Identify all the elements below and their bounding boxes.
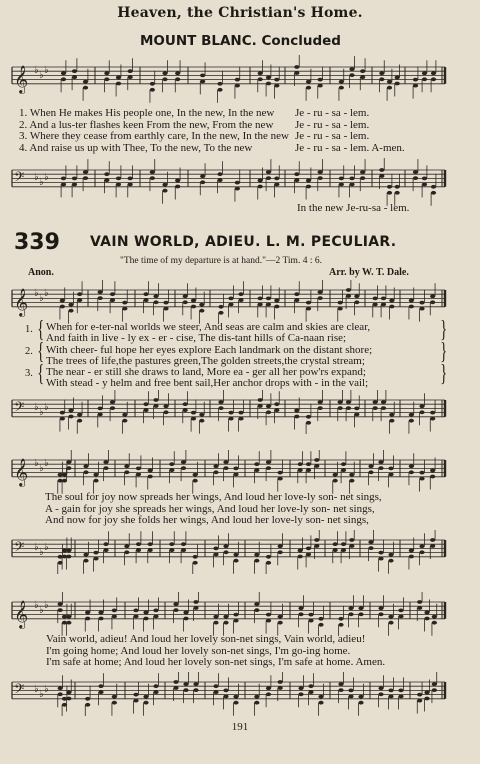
svg-text:♭: ♭ <box>44 600 49 611</box>
svg-text:♭: ♭ <box>34 600 39 611</box>
hymn-number: 339 <box>14 230 60 255</box>
system2-bass-staff <box>0 530 480 574</box>
verse-line: The trees of life,the pastures green,The golden streets,the crystal stream; <box>46 355 365 367</box>
system3-treble-staff <box>0 592 480 636</box>
mount-blanc-bass-staff <box>0 158 480 208</box>
verse-line: 3. Where they cease from earthly care, In the new, In the new Je - ru - sa - lem. <box>19 130 370 142</box>
system3-bass-staff <box>0 672 480 716</box>
svg-text:♭: ♭ <box>39 605 44 616</box>
svg-text:𝄞: 𝄞 <box>14 457 29 486</box>
refrain-line: I'm safe at home; And loud her lovely son-net sings, I'm safe at home. Amen. <box>46 656 386 668</box>
svg-text:♭: ♭ <box>34 65 39 76</box>
refrain-line: And now for joy she folds her wings, And loud her love-ly son- net sings, <box>45 514 369 526</box>
svg-text:♭: ♭ <box>34 288 39 299</box>
svg-text:♭: ♭ <box>34 172 39 183</box>
svg-text:𝄢: 𝄢 <box>14 398 25 418</box>
verse-line: 2. And a lus-ter flashes keen From the new, From the new Je - ru - sa - lem. <box>19 119 370 131</box>
verse-number: 2. <box>25 346 33 357</box>
svg-text:♭: ♭ <box>44 402 49 413</box>
svg-text:♭: ♭ <box>39 547 44 558</box>
verse-line: The near - er still she draws to land, More ea - ger all her pow'rs expand; <box>46 366 366 378</box>
scripture-epigraph: "The time of my departure is at hand."—2 Tim. 4 : 6. <box>120 256 322 266</box>
refrain-line: Vain world, adieu! And loud her lovely son-net sings, Vain world, adieu! <box>46 633 366 645</box>
system1-treble-staff <box>0 280 480 324</box>
verse-brace-right: } <box>440 317 448 343</box>
composer-credit: Anon. <box>28 267 54 278</box>
running-head: Heaven, the Christian's Home. <box>117 5 363 21</box>
svg-text:♭: ♭ <box>34 542 39 553</box>
refrain-line: I'm going home; And loud her lovely son-net sings, I'm go-ing home. <box>46 645 351 657</box>
svg-text:♭: ♭ <box>44 65 49 76</box>
svg-text:♭: ♭ <box>44 458 49 469</box>
svg-text:♭: ♭ <box>39 293 44 304</box>
svg-text:𝄢: 𝄢 <box>14 168 25 188</box>
svg-text:♭: ♭ <box>39 177 44 188</box>
svg-text:♭: ♭ <box>44 542 49 553</box>
svg-text:♭: ♭ <box>44 684 49 695</box>
svg-text:♭: ♭ <box>34 458 39 469</box>
verse-brace-right: } <box>440 339 448 365</box>
svg-text:♭: ♭ <box>44 288 49 299</box>
hymn-title: VAIN WORLD, ADIEU. L. M. PECULIAR. <box>90 234 397 250</box>
verse-line: When for e-ter-nal worlds we steer, And seas are calm and skies are clear, <box>46 321 371 333</box>
bass-echo-lyric: In the new Je-ru-sa - lem. <box>297 202 410 214</box>
verse-brace: { <box>37 339 45 365</box>
verse-brace-right: } <box>440 361 448 387</box>
svg-text:𝄞: 𝄞 <box>14 64 29 93</box>
tune-title: MOUNT BLANC. Concluded <box>140 33 341 49</box>
verse-brace: { <box>37 317 45 343</box>
svg-text:♭: ♭ <box>34 402 39 413</box>
arranger-credit: Arr. by W. T. Dale. <box>329 267 409 278</box>
verse-line: 4. And raise us up with Thee, To the new, To the new Je - ru - sa - lem. A-men. <box>19 142 405 154</box>
svg-text:♭: ♭ <box>39 689 44 700</box>
svg-text:𝄢: 𝄢 <box>14 538 25 558</box>
verse-line: 1. When He makes His people one, In the new, In the new Je - ru - sa - lem. <box>19 107 370 119</box>
svg-text:♭: ♭ <box>44 172 49 183</box>
refrain-line: The soul for joy now spreads her wings, And loud her love-ly son- net sings, <box>45 491 382 503</box>
verse-line: With stead - y helm and free bent sail,Her anchor drops with - in the vail; <box>46 377 369 389</box>
svg-text:♭: ♭ <box>34 684 39 695</box>
system2-treble-staff <box>0 450 480 494</box>
verse-brace: { <box>37 361 45 387</box>
verse-number: 3. <box>25 368 33 379</box>
svg-text:𝄢: 𝄢 <box>14 680 25 700</box>
svg-text:♭: ♭ <box>39 407 44 418</box>
system1-bass-staff <box>0 390 480 434</box>
svg-text:♭: ♭ <box>39 463 44 474</box>
verse-line: And faith in live - ly ex - er - cise, The dis-tant hills of Ca-naan rise; <box>46 332 347 344</box>
refrain-line: A - gain for joy she spreads her wings, And loud her love-ly son- net sings, <box>45 503 375 515</box>
svg-text:𝄞: 𝄞 <box>14 599 29 628</box>
svg-text:♭: ♭ <box>39 70 44 81</box>
verse-line: With cheer- ful hope her eyes explore Each landmark on the distant shore; <box>46 344 373 356</box>
page-number: 191 <box>231 721 249 733</box>
svg-text:𝄞: 𝄞 <box>14 287 29 316</box>
mount-blanc-treble-staff <box>0 55 480 115</box>
verse-number: 1. <box>25 324 33 335</box>
